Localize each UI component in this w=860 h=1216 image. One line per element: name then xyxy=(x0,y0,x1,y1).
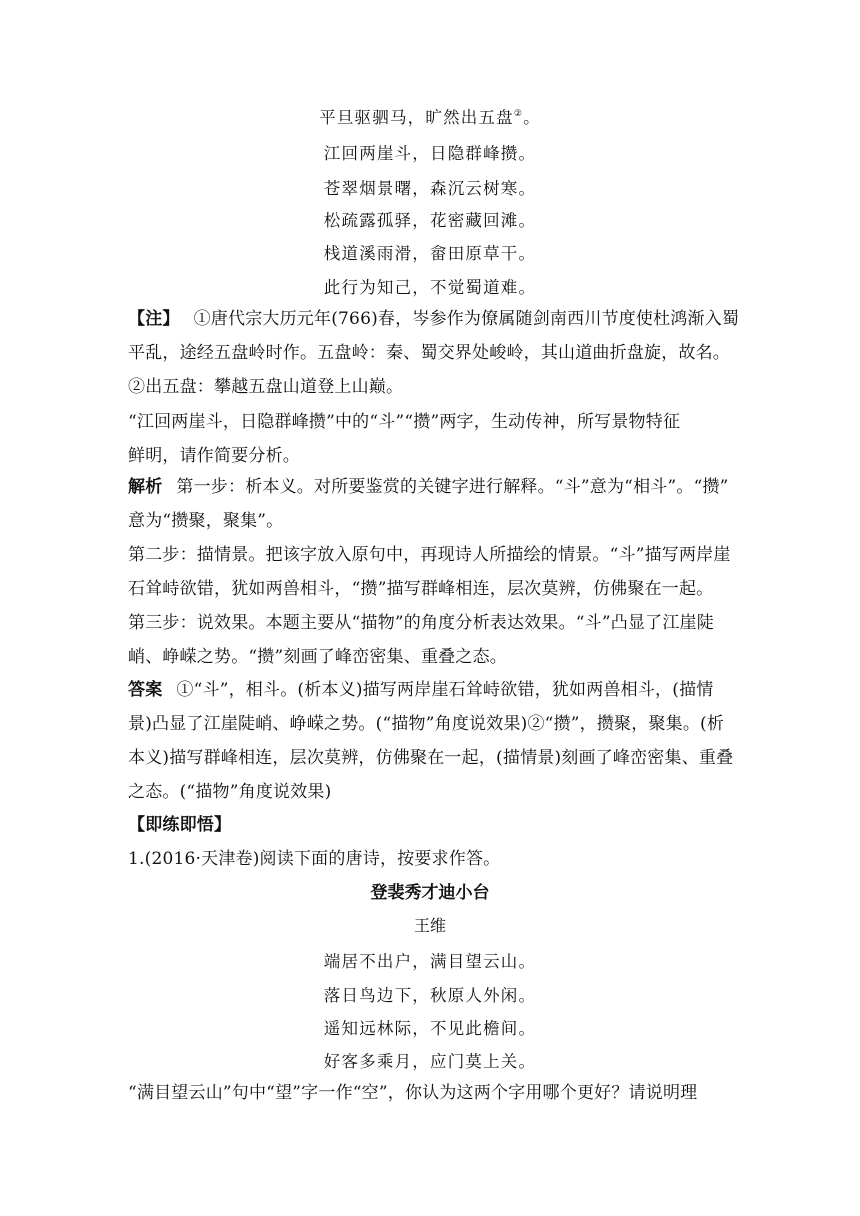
question-2-line-1: “满目望云山”句中“望”字一作“空”，你认为这两个字用哪个更好？请说明理 xyxy=(128,1083,698,1103)
answer-label: 答案 xyxy=(128,680,163,700)
analysis-label: 解析 xyxy=(128,477,163,497)
poem2-author: 王维 xyxy=(413,916,446,935)
answer-line-4: 之态。(“描物”角度说效果) xyxy=(128,782,332,802)
poem1-line-4: 松疏露孤驿，花密藏回滩。 xyxy=(323,211,537,230)
analysis-line-1: 解析 第一步：析本义。对所要鉴赏的关键字进行解释。“斗”意为“相斗”。“攒” xyxy=(128,477,729,497)
answer-line-1: 答案 ①“斗”，相斗。(析本义)描写两岸崖石耸峙欲错，犹如两兽相斗，(描情 xyxy=(128,680,714,700)
analysis-step3-line-1: 第三步：说效果。本题主要从“描物”的角度分析表达效果。“斗”凸显了江崖陡 xyxy=(128,613,714,633)
note-line-3: ②出五盘：攀越五盘山道登上山巅。 xyxy=(128,377,404,397)
analysis-step3-line-2: 峭、峥嵘之势。“攒”刻画了峰峦密集、重叠之态。 xyxy=(128,647,507,667)
footnote-marker: ② xyxy=(513,109,524,119)
answer-section xyxy=(128,673,740,809)
poem2-line-1: 端居不出户，满目望云山。 xyxy=(323,952,537,971)
practice-section xyxy=(128,808,740,876)
note-line-2: 平乱，途经五盘岭时作。五盘岭：秦、蜀交界处峻岭，其山道曲折盘旋，故名。 xyxy=(128,343,730,363)
practice-item-1: 1.(2016·天津卷)阅读下面的唐诗，按要求作答。 xyxy=(128,849,501,869)
note-line-1: 【注】 ①唐代宗大历元年(766)春，岑参作为僚属随剑南西川节度使杜鸿渐入蜀 xyxy=(128,309,740,329)
note-label: 【注】 xyxy=(128,309,180,329)
poem2-title: 登裴秀才迪小台 xyxy=(370,883,490,903)
question-1-line-1: “江回两崖斗，日隐群峰攒”中的“斗”“攒”两字，生动传神，所写景物特征 xyxy=(128,412,681,432)
analysis-line-2: 意为“攒聚，聚集”。 xyxy=(128,511,284,531)
poem2-line-4: 好客多乘月，应门莫上关。 xyxy=(323,1052,537,1071)
analysis-step2-line-2: 石耸峙欲错，犹如两兽相斗，“攒”描写群峰相连，层次莫辨，仿佛聚在一起。 xyxy=(128,579,714,599)
poem2-line-3: 遥知远林际，不见此檐间。 xyxy=(323,1019,537,1038)
poem1-line-1: 平旦驱驷马，旷然出五盘②。 xyxy=(319,108,541,127)
analysis-step2-line-1: 第二步：描情景。把该字放入原句中，再现诗人所描绘的情景。“斗”描写两岸崖 xyxy=(128,545,731,565)
answer-line-3: 本义)描写群峰相连，层次莫辨，仿佛聚在一起，(描情景)刻画了峰峦密集、重叠 xyxy=(128,748,734,768)
analysis-section xyxy=(128,470,740,674)
practice-heading: 【即练即悟】 xyxy=(128,815,232,835)
poem1-line-3: 苍翠烟景曙，森沉云树寒。 xyxy=(323,179,537,198)
poem1-line-2: 江回两崖斗，日隐群峰攒。 xyxy=(323,144,537,163)
poem1-notes xyxy=(128,302,740,404)
question-1-line-2: 鲜明，请作简要分析。 xyxy=(128,446,300,466)
answer-line-2: 景)凸显了江崖陡峭、峥嵘之势。(“描物”角度说效果)②“攒”，攒聚，聚集。(析 xyxy=(128,714,725,734)
question-2 xyxy=(128,1076,740,1110)
poem1-line-6: 此行为知己，不觉蜀道难。 xyxy=(323,278,537,297)
poem2-line-2: 落日鸟边下，秋原人外闲。 xyxy=(323,986,537,1005)
question-1 xyxy=(128,405,740,473)
poem1-line-5: 栈道溪雨滑，畲田原草干。 xyxy=(323,244,537,263)
